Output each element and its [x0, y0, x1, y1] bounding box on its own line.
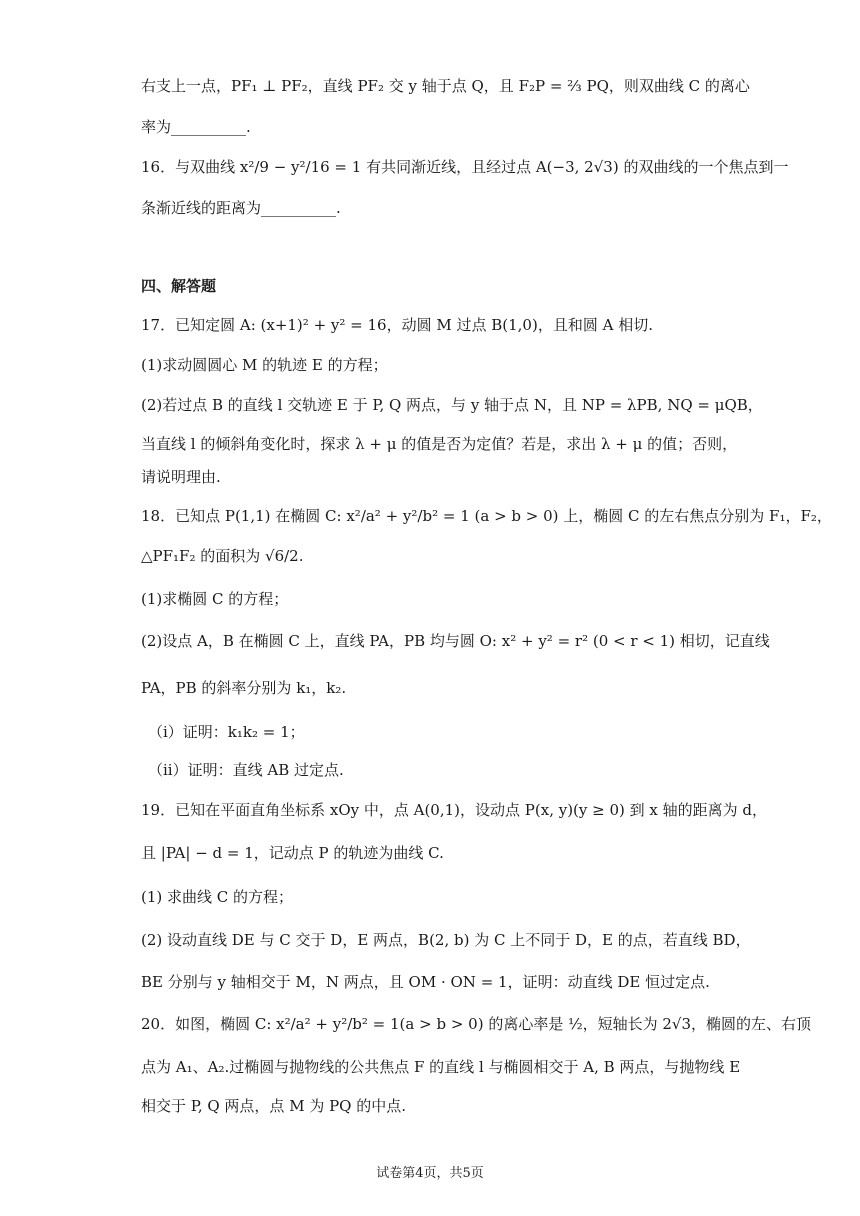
q17-part2-line2: 当直线 l 的倾斜角变化时，探求 λ + μ 的值是否为定值？若是，求出 λ + μ 的值；否则， [141, 435, 738, 453]
q20-line3: 相交于 P, Q 两点，点 M 为 PQ 的中点. [141, 1097, 407, 1115]
q19-part2-line2: BE 分别与 y 轴相交于 M，N 两点，且 OM · ON = 1，证明：动直线 DE 恒过定点. [141, 973, 710, 991]
q18-part1: (1)求椭圆 C 的方程； [141, 590, 289, 608]
q16-line2: 条渐近线的距离为__________. [141, 199, 341, 217]
q18-subpart-i: （i）证明：k₁k₂ = 1； [148, 723, 305, 741]
q18-part2-line1: (2)设点 A，B 在椭圆 C 上，直线 PA，PB 均与圆 O: x² + y² = r² (0 < r < 1) 相切，记直线 [141, 632, 770, 650]
q18-subpart-ii: （ii）证明：直线 AB 过定点. [148, 761, 344, 779]
q15-line1: 右支上一点，PF₁ ⊥ PF₂，直线 PF₂ 交 y 轴于点 Q，且 F₂P = ⅔ PQ，则双曲线 C 的离心 [141, 77, 750, 95]
q15-line2: 率为__________. [141, 118, 251, 136]
q16-line1: 16．与双曲线 x²/9 − y²/16 = 1 有共同渐近线，且经过点 A(−3, 2√3) 的双曲线的一个焦点到一 [141, 158, 789, 176]
q18-part2-line2: PA，PB 的斜率分别为 k₁，k₂. [141, 679, 347, 697]
q20-line2: 点为 A₁、A₂.过椭圆与抛物线的公共焦点 F 的直线 l 与椭圆相交于 A, B 两点，与抛物线 E [141, 1058, 741, 1076]
q19-line2: 且 |PA| − d = 1，记动点 P 的轨迹为曲线 C. [141, 844, 444, 862]
q18-line2: △PF₁F₂ 的面积为 √6/2. [141, 547, 304, 565]
q19-part2-line1: (2) 设动直线 DE 与 C 交于 D，E 两点，B(2, b) 为 C 上不同于 D，E 的点，若直线 BD， [141, 931, 751, 949]
q19-line1: 19．已知在平面直角坐标系 xOy 中，点 A(0,1)，设动点 P(x, y)(y ≥ 0) 到 x 轴的距离为 d， [141, 801, 768, 819]
q17-part2-line3: 请说明理由. [141, 468, 221, 486]
q20-line1: 20．如图，椭圆 C: x²/a² + y²/b² = 1(a > b > 0) 的离心率是 ½，短轴长为 2√3，椭圆的左、右顶 [141, 1015, 812, 1033]
section-title: 四、解答题 [141, 277, 217, 295]
q18-line1: 18．已知点 P(1,1) 在椭圆 C: x²/a² + y²/b² = 1 (a > b > 0) 上，椭圆 C 的左右焦点分别为 F₁，F₂， [141, 507, 832, 525]
q19-part1: (1) 求曲线 C 的方程； [141, 888, 294, 906]
page-footer: 试卷第4页，共5页 [376, 1166, 484, 1181]
q17-part2-line1: (2)若过点 B 的直线 l 交轨迹 E 于 P, Q 两点，与 y 轴于点 N，且 NP = λPB, NQ = μQB， [141, 396, 763, 414]
q17-part1: (1)求动圆圆心 M 的轨迹 E 的方程； [141, 356, 388, 374]
q17-line1: 17．已知定圆 A: (x+1)² + y² = 16，动圆 M 过点 B(1,0)，且和圆 A 相切. [141, 316, 653, 334]
